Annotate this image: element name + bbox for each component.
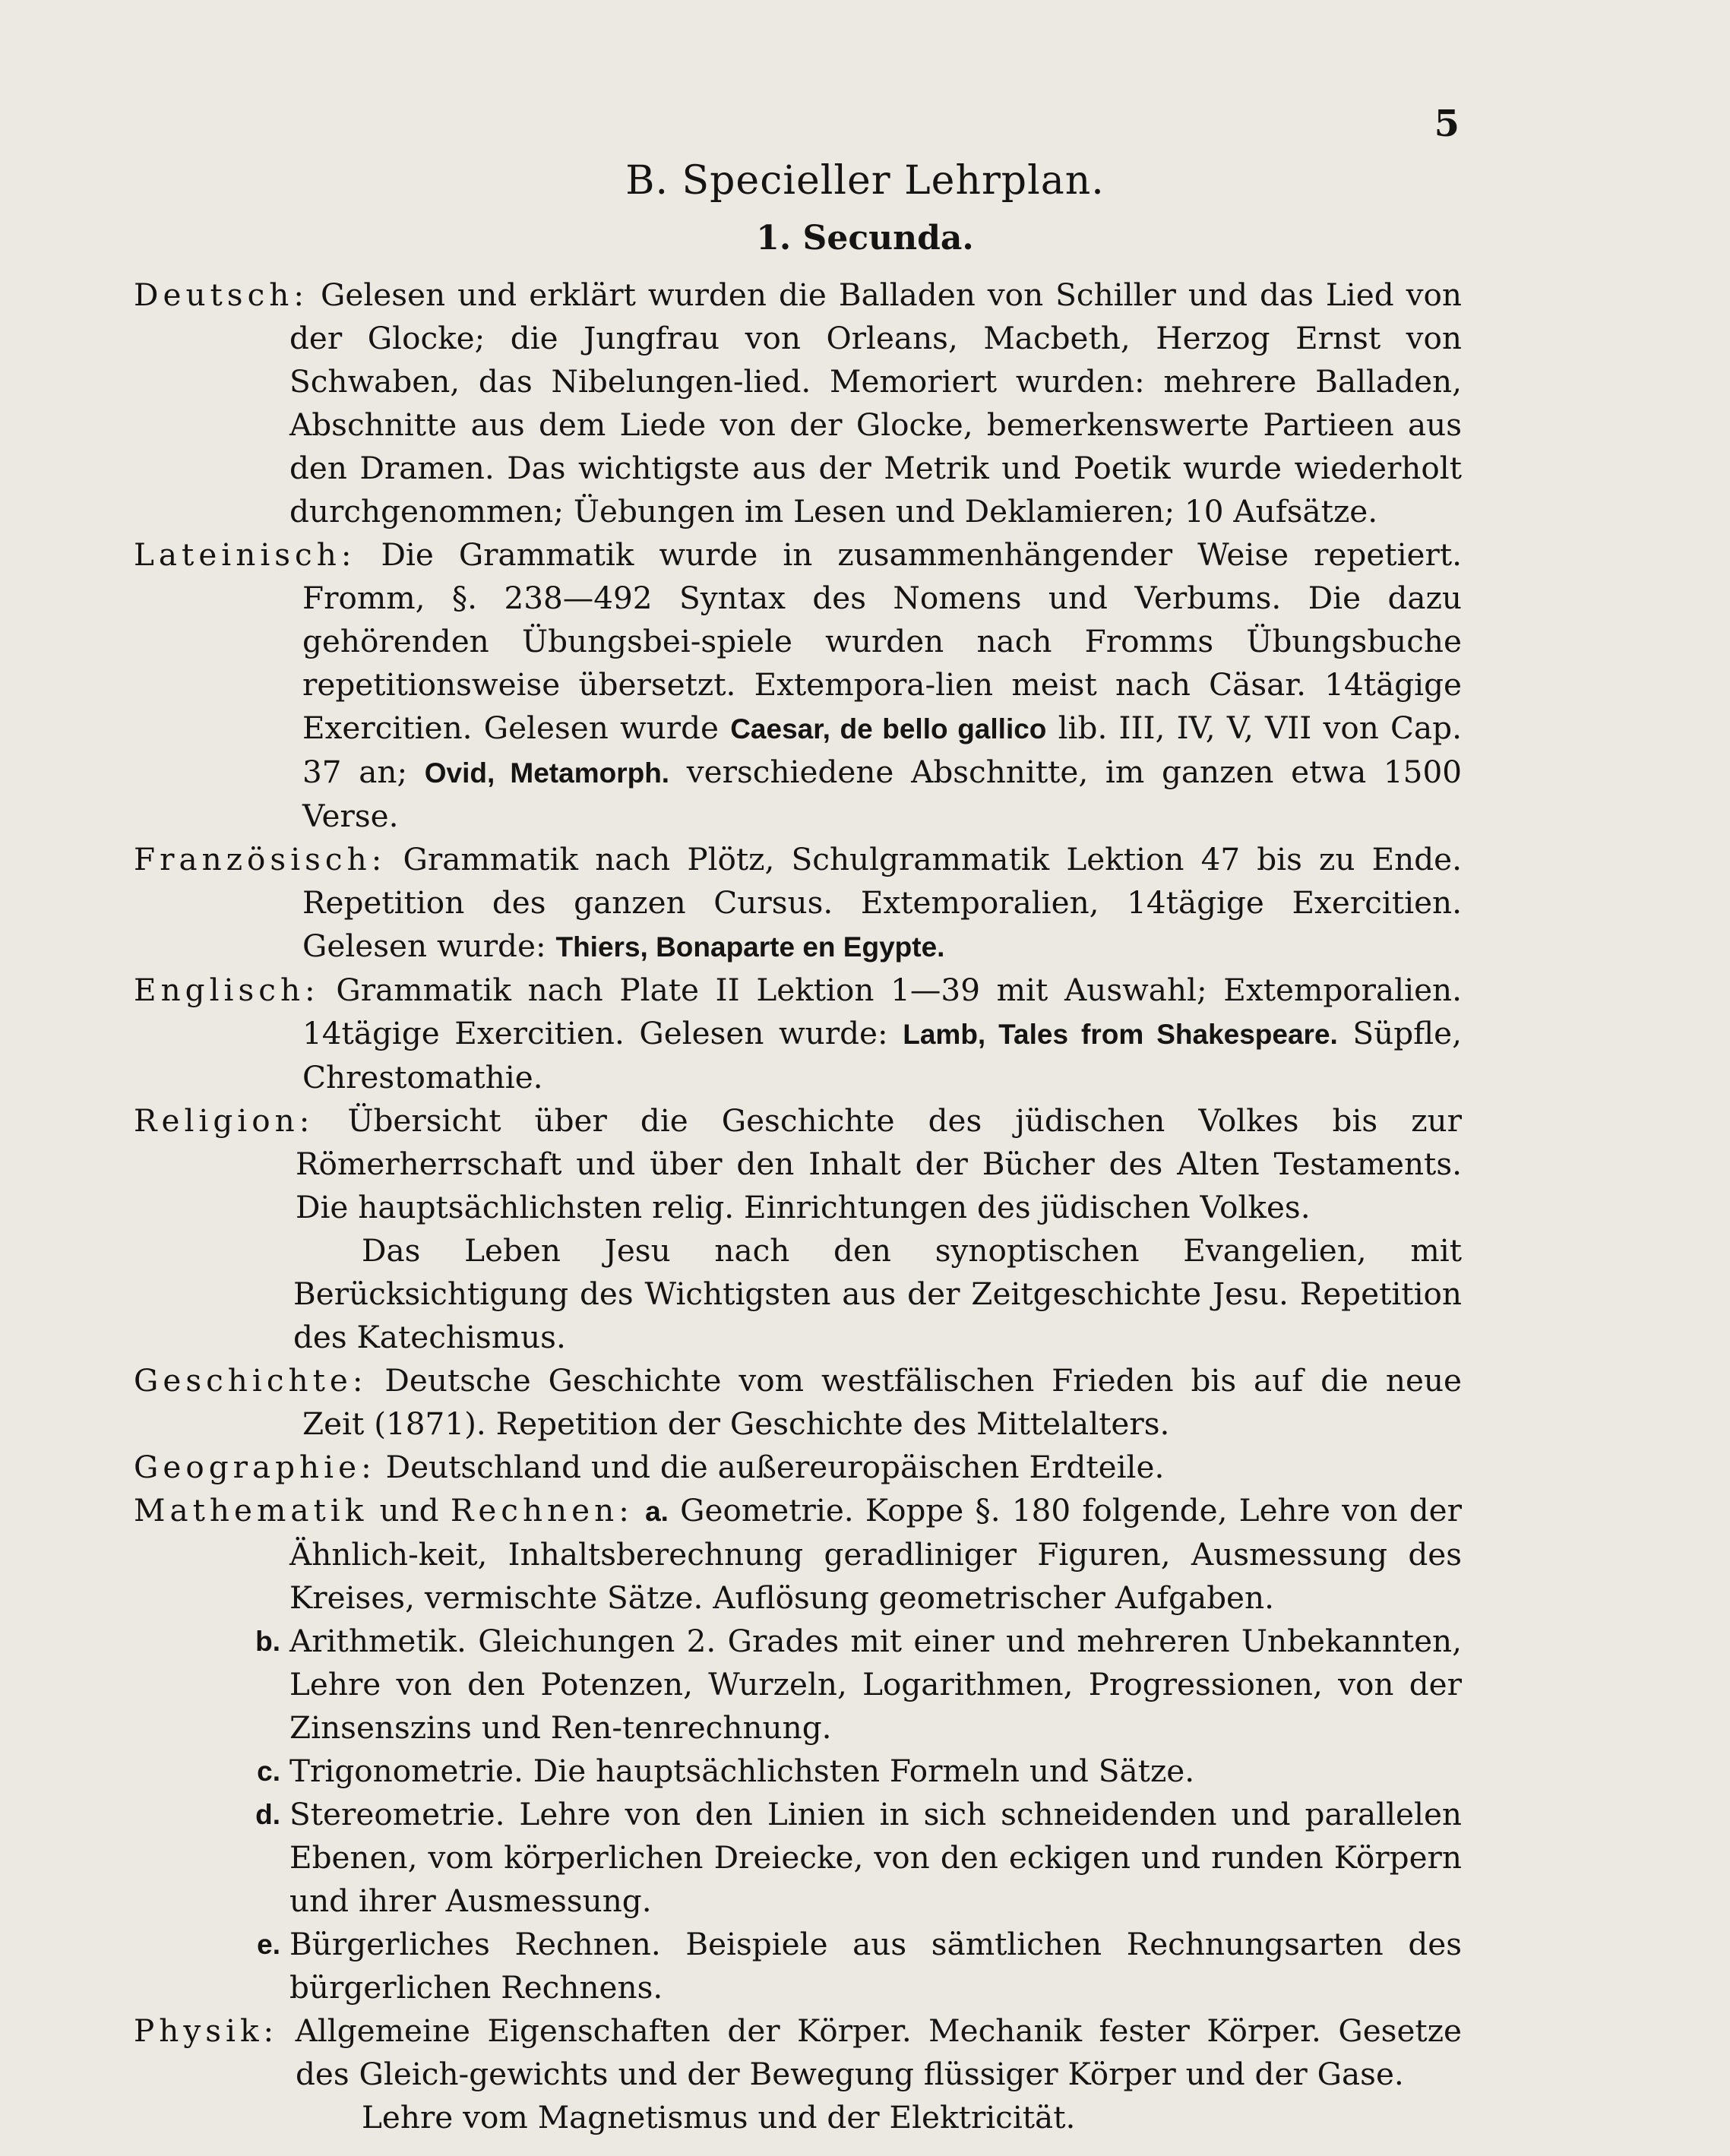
paragraph-religion-2: Das Leben Jesu nach den synoptischen Evangelien, mit Berücksichtigung des Wichtigsten aus der Zeitgeschichte Jesu. Repetition des Katechismus.: [293, 1232, 1462, 1355]
subject-label-physik: Physik:: [134, 2012, 279, 2049]
lateinisch-ovid: Ovid, Metamorph.: [424, 757, 670, 789]
paragraph-religion: [134, 1099, 1462, 1229]
paragraph-deutsch: [134, 273, 1462, 533]
subject-label-geschichte: Geschichte:: [134, 1362, 368, 1399]
physik-text-1: Allgemeine Eigenschaften der Körper. Mechanik fester Körper. Gesetze des Gleich‑gewichts und der Bewegung flüssiger Körper und der Gase.: [295, 2012, 1463, 2092]
lateinisch-text-1: Die Grammatik wurde in zusammenhängender Weise repetiert. Fromm, §. 238—492 Syntax des Nomens und Verbums. Die dazu gehörenden Übungsbei‑spiele wurden nach Fromms Übungsbuche repetitionsweise übersetzt. Extempora‑lien meist nach Cäsar. 14tägige Exercitien. Gelesen wurde: [302, 536, 1463, 746]
lateinisch-caesar: Caesar, de bello gallico: [730, 713, 1047, 744]
mathematik-label-rechnen: Rechnen:: [450, 1492, 634, 1528]
page-title: B. Specieller Lehrplan.: [625, 158, 1105, 204]
section-subtitle: 1. Secunda.: [756, 219, 974, 258]
franzoesisch-work: Thiers, Bonaparte en Egypte.: [555, 931, 945, 963]
math-item: [134, 1750, 1462, 1793]
math-item-text: Trigonometrie. Die hauptsächlichsten Formeln und Sätze.: [289, 1753, 1195, 1789]
paragraph-physik: [134, 2009, 1462, 2096]
englisch-work: Lamb, Tales from Shakespeare.: [903, 1019, 1338, 1050]
curriculum-content: [134, 273, 1462, 2139]
math-item-text: Bürgerliches Rechnen. Beispiele aus sämtlichen Rechnungsarten des bürgerlichen Rechnens.: [289, 1926, 1462, 2006]
math-item-a-letter: a.: [645, 1496, 669, 1527]
franzoesisch-text: Grammatik nach Plötz, Schulgrammatik Lektion 47 bis zu Ende. Repetition des ganzen Cursus. Extemporalien, 14tägige Exercitien. Gelesen wurde:: [302, 841, 1462, 964]
paragraph-englisch: [134, 969, 1462, 1099]
paragraph-physik-2: Lehre vom Magnetismus und der Elektricität.: [362, 2099, 1076, 2135]
lateinisch-text-2: lib. III, IV, V, VII von Cap. 37 an;: [302, 710, 1462, 790]
math-item: [134, 1923, 1462, 2009]
subject-label-deutsch: Deutsch:: [134, 277, 308, 313]
geschichte-text: Deutsche Geschichte vom westfälischen Frieden bis auf die neue Zeit (1871). Repetition der Geschichte des Mittelalters.: [302, 1362, 1463, 1442]
paragraph-geschichte: [134, 1359, 1462, 1446]
englisch-text-2: Süpfle, Chrestomathie.: [302, 1015, 1463, 1095]
subject-label-mathematik: Mathematik: [134, 1492, 368, 1528]
math-item-letter: b.: [255, 1626, 280, 1657]
paragraph-lateinisch: [134, 533, 1462, 838]
mathematik-label-und: und: [379, 1492, 439, 1528]
paragraph-franzoesisch: [134, 838, 1462, 969]
deutsch-text: Gelesen und erklärt wurden die Balladen von Schiller und das Lied von der Glocke; die Jungfrau von Orleans, Macbeth, Herzog Ernst von Schwaben, das Nibelungen‑lied. Memoriert wurden: mehrere Balladen, Abschnitte aus dem Liede von der Glocke, bemerkenswerte Partieen aus den Dramen. Das wichtigste aus der Metrik und Poetik wurde wiederholt durchgenommen; Üebungen im Lesen und Deklamieren; 10 Aufsätze.: [289, 277, 1462, 530]
geographie-text: Deutschland und die außereuropäischen Erdteile.: [385, 1449, 1165, 1485]
math-item-text: Arithmetik. Gleichungen 2. Grades mit einer und mehreren Unbekannten, Lehre von den Potenzen, Wurzeln, Logarithmen, Progressionen, von der Zinsenszins und Ren‑tenrechnung.: [289, 1623, 1462, 1746]
math-item: [134, 1793, 1462, 1923]
math-item-letter: c.: [257, 1756, 280, 1787]
page-number: 5: [1434, 103, 1460, 145]
math-item-letter: d.: [255, 1799, 280, 1830]
subject-label-geographie: Geographie:: [134, 1449, 376, 1485]
religion-text-1: Übersicht über die Geschichte des jüdischen Volkes bis zur Römerherrschaft und über den Inhalt der Bücher des Alten Testaments. Die hauptsächlichsten relig. Einrichtungen des jüdischen Volkes.: [296, 1102, 1463, 1225]
paragraph-mathematik: [134, 1489, 1462, 1620]
subject-label-englisch: Englisch:: [134, 972, 320, 1008]
math-item-letter: e.: [257, 1929, 280, 1960]
math-item: [134, 1620, 1462, 1750]
subject-label-lateinisch: Lateinisch:: [134, 536, 356, 573]
englisch-text-1: Grammatik nach Plate II Lektion 1—39 mit Auswahl; Extemporalien. 14tägige Exercitien. Gelesen wurde:: [302, 972, 1462, 1051]
paragraph-geographie: [134, 1446, 1462, 1489]
lateinisch-text-3: verschiedene Abschnitte, im ganzen etwa 1500 Verse.: [302, 754, 1462, 834]
subject-label-franzoesisch: Französisch:: [134, 841, 387, 877]
math-item-a-text: Geometrie. Koppe §. 180 folgende, Lehre von der Ähnlich‑keit, Inhaltsberechnung geradliniger Figuren, Ausmessung des Kreises, vermischte Sätze. Auflösung geometrischer Aufgaben.: [289, 1492, 1463, 1616]
math-item-text: Stereometrie. Lehre von den Linien in sich schneidenden und parallelen Ebenen, vom körperlichen Dreiecke, von den eckigen und runden Körpern und ihrer Ausmessung.: [289, 1796, 1462, 1919]
subject-label-religion: Religion:: [134, 1102, 315, 1139]
